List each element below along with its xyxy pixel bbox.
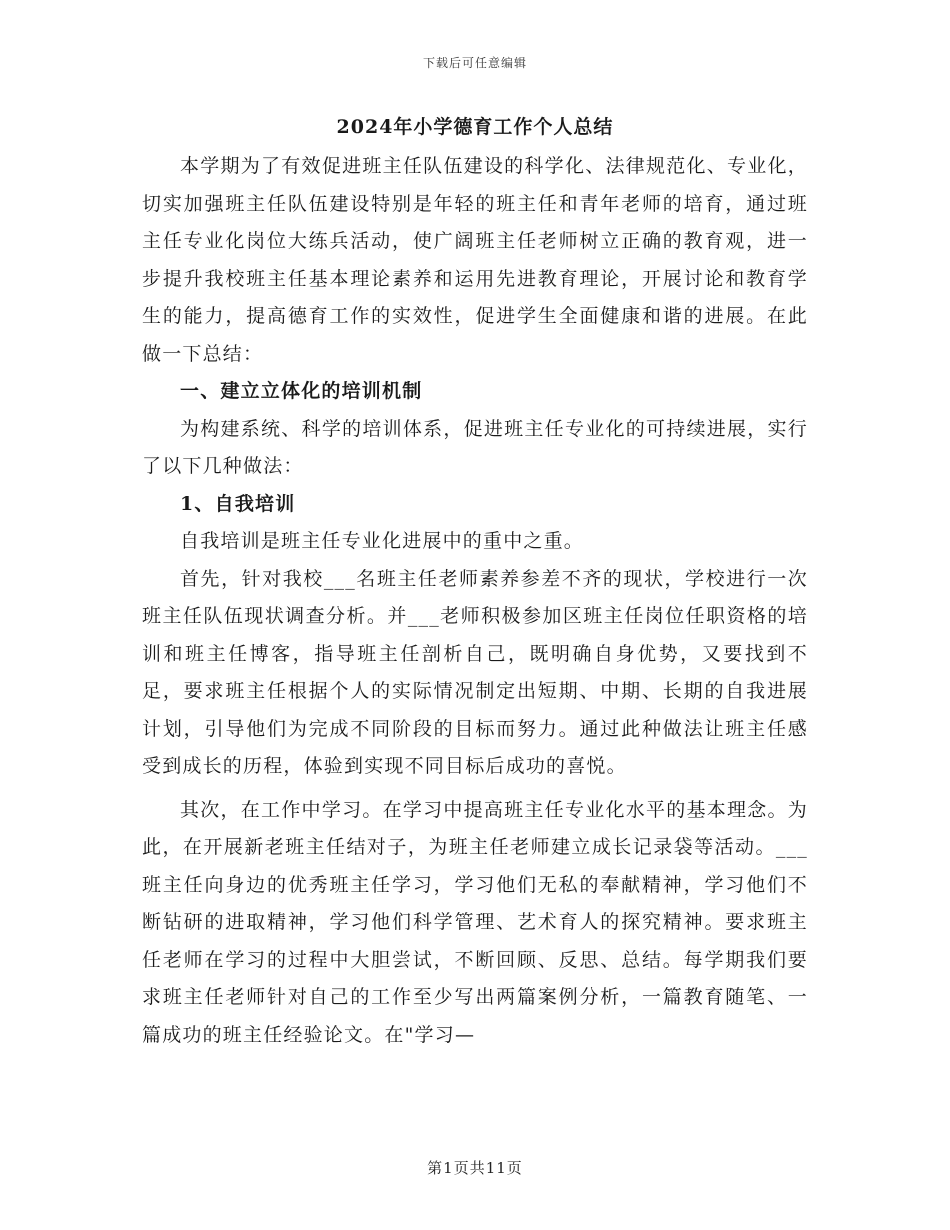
document-title: 2024年小学德育工作个人总结 (336, 116, 614, 138)
paragraph-first: 首先，针对我校___名班主任老师素养参差不齐的现状，学校进行一次班主任队伍现状调查分析。并___老师积极参加区班主任岗位任职资格的培训和班主任博客，指导班主任剖析自己，既明确自身优势，又要找到不足，要求班主任根据个人的实际情况制定出短期、中期、长期的自我进展计划，引导他们为完成不同阶段的目标而努力。通过此种做法让班主任感受到成长的历程，体验到实现不同目标后成功的喜悦。 (142, 567, 808, 777)
paragraph-section-1: 为构建系统、科学的培训体系，促进班主任专业化的可持续进展，实行了以下几种做法： (142, 417, 808, 477)
subsection-heading-1: 1、自我培训 (180, 492, 296, 515)
header-note: 下载后可任意编辑 (422, 56, 527, 70)
page-footer: 第1页共11页 (427, 1159, 523, 1177)
paragraph-self-training: 自我培训是班主任专业化进展中的重中之重。 (180, 530, 585, 552)
document-body (142, 112, 808, 1054)
section-heading-1: 一、建立立体化的培训机制 (180, 380, 423, 402)
paragraph-second: 其次，在工作中学习。在学习中提高班主任专业化水平的基本理念。为此，在开展新老班主任结对子，为班主任老师建立成长记录袋等活动。___班主任向身边的优秀班主任学习，学习他们无私的奉献精神，学习他们不断钻研的进取精神，学习他们科学管理、艺术育人的探究精神。要求班主任老师在学习的过程中大胆尝试，不断回顾、反思、总结。每学期我们要求班主任老师针对自己的工作至少写出两篇案例分析，一篇教育随笔、一篇成功的班主任经验论文。在"学习— (142, 798, 808, 1046)
paragraph-intro: 本学期为了有效促进班主任队伍建设的科学化、法律规范化、专业化，切实加强班主任队伍建设特别是年轻的班主任和青年老师的培育，通过班主任专业化岗位大练兵活动，使广阔班主任老师树立正确的教育观，进一步提升我校班主任基本理论素养和运用先进教育理论，开展讨论和教育学生的能力，提高德育工作的实效性，促进学生全面健康和谐的进展。在此做一下总结： (142, 155, 808, 365)
